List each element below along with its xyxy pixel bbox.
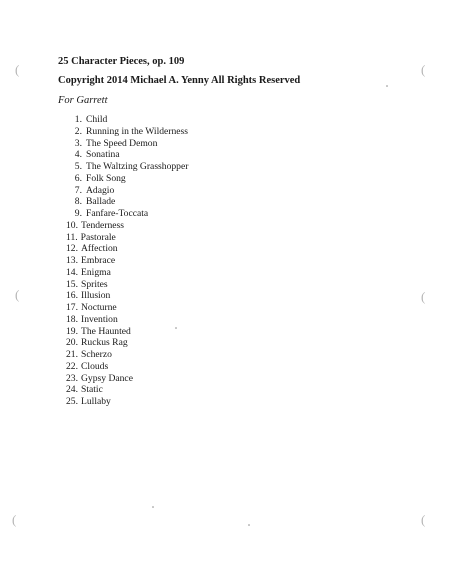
piece-number: 12.: [66, 243, 78, 255]
binder-hole-mark: (: [421, 289, 426, 304]
piece-number: 7.: [74, 184, 82, 196]
piece-number: 23.: [66, 372, 78, 384]
list-item: [66, 279, 188, 291]
list-item: [66, 149, 188, 161]
piece-name: The Waltzing Grasshopper: [86, 161, 189, 172]
binder-hole-mark: (: [421, 62, 426, 77]
scan-speck: [386, 85, 388, 87]
list-item: [66, 361, 188, 373]
piece-number: 24.: [66, 384, 78, 396]
piece-number: 11.: [66, 231, 78, 243]
piece-number: 6.: [74, 172, 82, 184]
piece-number: 15.: [66, 278, 78, 290]
piece-name: Static: [81, 384, 103, 396]
list-item: [66, 314, 188, 326]
scan-speck: [248, 524, 250, 526]
list-item: [66, 114, 188, 126]
scan-speck: [175, 327, 177, 329]
copyright-notice: Copyright 2014 Michael A. Yenny All Rights Reserved: [58, 75, 301, 86]
piece-name: Child: [86, 114, 108, 125]
piece-number: 19.: [66, 325, 78, 337]
list-item: [66, 220, 188, 232]
binder-hole-mark: (: [12, 512, 17, 527]
piece-number: 22.: [66, 360, 78, 372]
binder-hole-mark: (: [15, 287, 20, 302]
piece-name: Ballade: [86, 196, 116, 208]
list-item: [66, 185, 188, 197]
piece-name: Clouds: [81, 360, 109, 372]
piece-number: 4.: [74, 149, 82, 161]
piece-number: 10.: [66, 219, 78, 231]
list-item: [66, 173, 188, 185]
piece-name: Running in the Wilderness: [86, 125, 189, 137]
piece-number: 1.: [74, 114, 82, 125]
piece-name: Folk Song: [86, 172, 126, 184]
list-item: [66, 138, 188, 150]
list-item: [66, 232, 188, 244]
piece-name: Enigma: [81, 266, 111, 278]
piece-number: 16.: [66, 290, 78, 302]
piece-name: Scherzo: [81, 349, 112, 360]
piece-number: 5.: [74, 161, 82, 172]
piece-name: Pastorale: [80, 231, 116, 243]
piece-number: 9.: [74, 208, 82, 219]
binder-hole-mark: (: [15, 62, 20, 77]
list-item: [66, 243, 188, 255]
piece-name: Invention: [81, 313, 118, 325]
list-item: [66, 255, 188, 267]
dedication: For Garrett: [58, 95, 108, 106]
piece-name: The Haunted: [81, 325, 131, 337]
list-item: [66, 373, 188, 385]
list-item: [66, 302, 188, 314]
piece-name: Lullaby: [81, 396, 111, 407]
piece-list: [66, 114, 188, 408]
piece-number: 3.: [74, 137, 82, 149]
list-item: [66, 337, 188, 349]
piece-name: Ruckus Rag: [81, 337, 128, 349]
list-item: [66, 161, 188, 173]
piece-name: Affection: [81, 243, 118, 255]
piece-number: 2.: [74, 125, 82, 137]
piece-name: Nocturne: [81, 302, 117, 313]
piece-name: Adagio: [86, 184, 115, 196]
piece-number: 25.: [66, 396, 78, 407]
piece-number: 20.: [66, 337, 78, 349]
list-item: [66, 196, 188, 208]
list-item: [66, 126, 188, 138]
document-title: 25 Character Pieces, op. 109: [58, 56, 185, 67]
piece-number: 21.: [66, 349, 78, 360]
piece-number: 13.: [66, 255, 78, 266]
list-item: [66, 290, 188, 302]
piece-name: The Speed Demon: [86, 137, 158, 149]
list-item: [66, 384, 188, 396]
piece-number: 8.: [74, 196, 82, 208]
piece-number: 14.: [66, 266, 78, 278]
list-item: [66, 326, 188, 338]
list-item: [66, 267, 188, 279]
piece-number: 17.: [66, 302, 78, 313]
list-item: [66, 208, 188, 220]
piece-name: Sprites: [81, 278, 108, 290]
piece-name: Gypsy Dance: [81, 372, 133, 384]
piece-name: Sonatina: [86, 149, 120, 161]
list-item: [66, 349, 188, 361]
scan-speck: [152, 506, 154, 508]
piece-name: Fanfare-Toccata: [86, 208, 149, 219]
list-item: [66, 396, 188, 408]
piece-name: Embrace: [81, 255, 116, 266]
piece-number: 18.: [66, 313, 78, 325]
binder-hole-mark: (: [421, 512, 426, 527]
piece-name: Tenderness: [81, 219, 125, 231]
piece-name: Illusion: [81, 290, 111, 302]
